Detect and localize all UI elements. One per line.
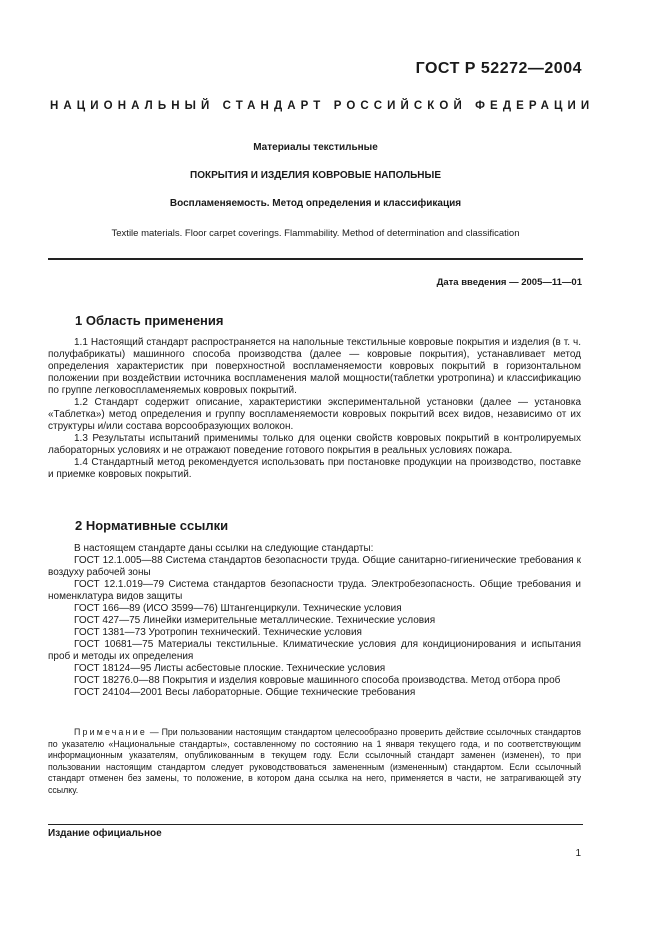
title-line-3: Воспламеняемость. Метод определения и классификация	[169, 198, 462, 209]
paragraph: 1.3 Результаты испытаний применимы только для оценки свойств ковровых покрытий в контролируемых лабораторных условиях и не отражают поведение готового покрытия в реальных условиях пожара.	[48, 433, 581, 456]
paragraph: В настоящем стандарте даны ссылки на следующие стандарты:	[74, 543, 374, 554]
paragraph: 1.4 Стандартный метод рекомендуется использовать при постановке продукции на производство, поставке и приемке ковровых покрытий.	[48, 457, 581, 480]
intro-date: Дата введения — 2005—11—01	[436, 277, 582, 288]
reference-item: ГОСТ 166—89 (ИСО 3599—76) Штангенциркули. Технические условия	[74, 603, 402, 614]
paragraph: 1.1 Настоящий стандарт распространяется на напольные текстильные ковровые покрытия и изделия (в т. ч. полуфабрикаты) машинного способа производства (далее — ковровые покрытия), устанавливает метод определения характеристик при поверхностной воспламеняемости ковровых покрытий в горизонтальном положении при воздействии источника воспламенения малой мощности(таблетки уротропина) и классификацию по группе легковоспламеняемых ковровых покрытий.	[48, 337, 581, 396]
reference-item: ГОСТ 18124—95 Листы асбестовые плоские. Технические условия	[74, 663, 386, 674]
note-label: Примечание	[74, 727, 147, 737]
reference-item: ГОСТ 10681—75 Материалы текстильные. Климатические условия для кондиционирования и испытания проб и методы их определения	[48, 639, 581, 662]
title-line-1: Материалы текстильные	[253, 142, 378, 153]
reference-item: ГОСТ 18276.0—88 Покрытия и изделия ковровые машинного способа производства. Метод отбора проб	[74, 675, 561, 686]
note	[48, 727, 581, 796]
reference-item: ГОСТ 12.1.019—79 Система стандартов безопасности труда. Электробезопасность. Общие требования и номенклатура видов защиты	[48, 579, 581, 602]
paragraph: 1.2 Стандарт содержит описание, характеристики экспериментальной установки (далее — установка «Таблетка») метод определения и группу воспламеняемости ковровых покрытий всех видов, независимо от их структуры и/или состава ворсообразующих волокон.	[48, 397, 581, 432]
reference-item: ГОСТ 12.1.005—88 Система стандартов безопасности труда. Общие санитарно-гигиенические требования к воздуху рабочей зоны	[48, 555, 581, 578]
doc-number: ГОСТ Р 52272—2004	[415, 60, 582, 77]
standard-type: НАЦИОНАЛЬНЫЙ СТАНДАРТ РОССИЙСКОЙ ФЕДЕРАЦИИ	[50, 100, 595, 112]
divider	[48, 258, 583, 260]
edition-label: Издание официальное	[48, 828, 162, 839]
reference-item: ГОСТ 427—75 Линейки измерительные металлические. Технические условия	[74, 615, 436, 626]
page-number: 1	[575, 848, 581, 859]
reference-item: ГОСТ 1381—73 Уротропин технический. Технические условия	[74, 627, 362, 638]
footer-divider	[48, 824, 583, 825]
note-text: — При пользовании настоящим стандартом целесообразно проверить действие ссылочных стандартов по указателю «Национальные стандарты», составленному по состоянию на 1 января текущего года, и по соответствующим информационным указателям, опубликованным в текущем году. Если ссылочный стандарт заменен (изменен), то при пользовании настоящим стандартом следует руководствоваться замененным (измененным) стандартом. Если ссылочный стандарт отменен без замены, то положение, в котором дана ссылка на него, применяется в части, не затрагивающей эту ссылку.	[48, 727, 581, 795]
reference-item: ГОСТ 24104—2001 Весы лабораторные. Общие технические требования	[74, 687, 416, 698]
section-2-body	[48, 543, 581, 699]
title-english: Textile materials. Floor carpet coverings. Flammability. Method of determination and classification	[111, 228, 520, 239]
section-2-heading: 2 Нормативные ссылки	[75, 518, 229, 533]
section-1-heading: 1 Область применения	[75, 313, 224, 328]
section-1-body	[48, 337, 581, 481]
title-line-2: ПОКРЫТИЯ И ИЗДЕЛИЯ КОВРОВЫЕ НАПОЛЬНЫЕ	[190, 170, 441, 181]
